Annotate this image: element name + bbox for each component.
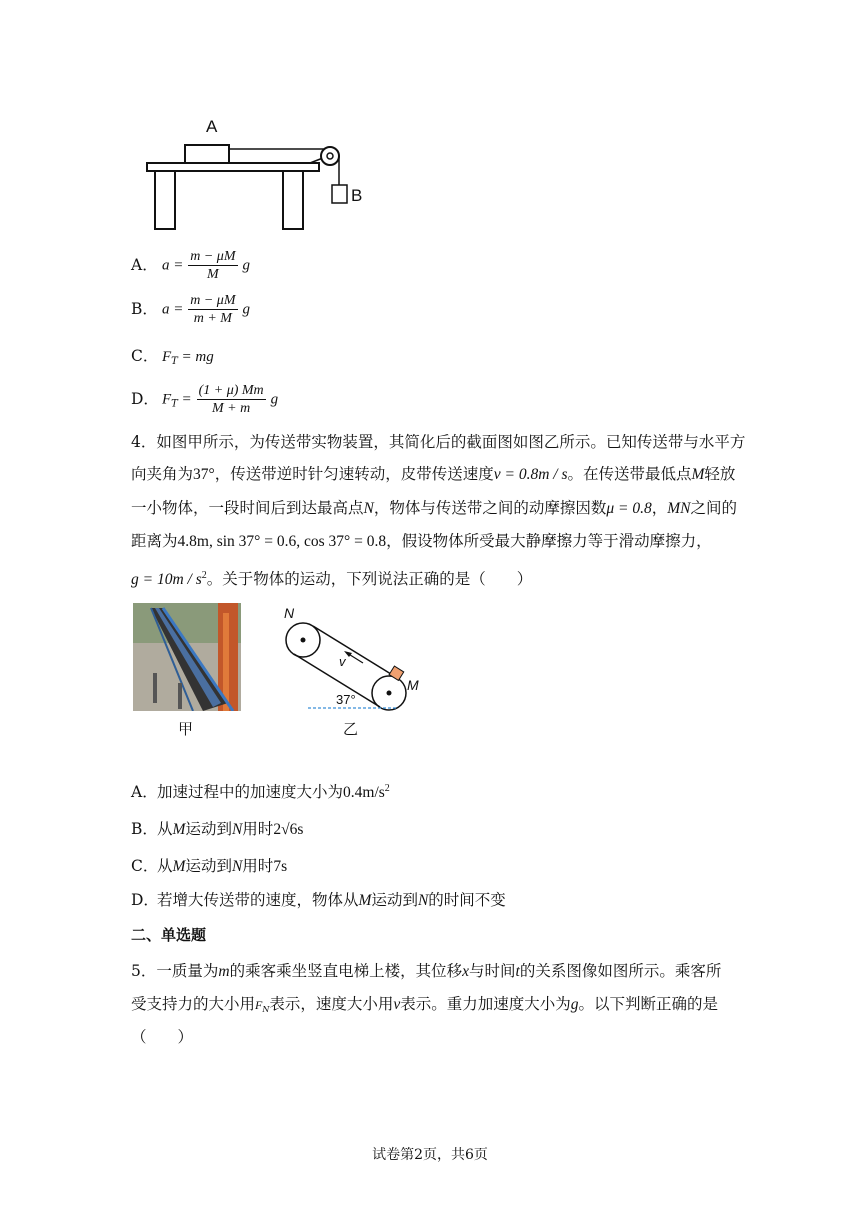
option-label: C．	[131, 857, 159, 875]
text: 用时	[242, 820, 274, 838]
exponent: 2	[384, 783, 390, 794]
denominator: M	[207, 267, 219, 282]
angle-value: 37°	[193, 466, 215, 483]
q4-option-a	[131, 780, 390, 802]
text: 轻放	[704, 465, 736, 483]
math-tail: g	[242, 257, 250, 274]
text: 加速过程中的加速度大小为	[157, 783, 344, 801]
value: 7s	[273, 858, 288, 875]
text: ，物体与传送带之间的动摩擦因数	[373, 499, 607, 517]
text: ，	[651, 499, 668, 517]
distance-value: 4.8m, sin 37° = 0.6, cos 37° = 0.8	[177, 533, 387, 550]
denominator: m + M	[193, 311, 232, 326]
numerator: (1 + μ) Mm	[198, 383, 264, 398]
q5-line-2	[131, 992, 718, 1014]
math-lhs: F	[161, 391, 172, 408]
numerator: m − μM	[190, 249, 236, 264]
q4-option-c	[131, 854, 287, 876]
math-lhs: a =	[161, 301, 184, 318]
q4-line-3	[131, 496, 737, 518]
label-v: v	[339, 654, 346, 669]
fraction	[197, 382, 266, 417]
text: ，假设物体所受最大静摩擦力等于滑动摩擦力，	[386, 532, 712, 550]
math-tail: g	[270, 391, 279, 408]
point-m: M	[358, 892, 372, 909]
text: 受支持力的大小用	[131, 995, 256, 1013]
text: 之间的	[690, 499, 738, 517]
text: 向夹角为	[131, 465, 194, 483]
speed-value: v = 0.8m / s	[493, 466, 568, 483]
q3-option-c	[131, 344, 214, 367]
var-m: m	[218, 963, 230, 980]
text: 的乘客乘坐竖直电梯上楼，其位移	[229, 962, 463, 980]
text: 的时间不变	[428, 891, 506, 909]
q3-option-b	[131, 292, 250, 327]
q4-option-b	[131, 817, 303, 839]
text: 。在传送带最低点	[567, 465, 692, 483]
math-sub: T	[171, 356, 178, 367]
point-n: N	[417, 892, 429, 909]
value: 2√6s	[273, 821, 304, 838]
q3-option-a	[131, 248, 250, 283]
math-rhs: = mg	[177, 349, 214, 365]
roller-n-axle	[301, 638, 306, 643]
g-exponent: 2	[201, 570, 207, 581]
option-label: D．	[131, 891, 159, 909]
table-pulley-figure	[140, 112, 380, 234]
var-fn: F	[255, 998, 263, 1012]
text: 运动到	[185, 820, 232, 838]
var-x: x	[462, 963, 469, 980]
text: 。关于物体的运动，下列说法正确的是（ ）	[206, 570, 533, 588]
math-lhs: a =	[161, 257, 184, 274]
math-eq: =	[177, 391, 192, 408]
option-label: D．	[131, 389, 159, 408]
segment-mn: MN	[667, 500, 691, 517]
g-value: g = 10m / s	[131, 571, 202, 588]
math-lhs: F	[161, 349, 172, 365]
value: 0.4m/s	[343, 784, 385, 801]
text: 表示。重力加速度大小为	[400, 995, 571, 1013]
fraction	[188, 248, 237, 283]
pulley-axle	[327, 153, 333, 159]
text: 表示，速度大小用	[269, 995, 394, 1013]
text: ，传送带逆时针匀速转动，皮带传送速度	[214, 465, 494, 483]
text: 与时间	[468, 962, 516, 980]
var-v: v	[393, 996, 401, 1013]
point-m: M	[172, 858, 186, 875]
label-b: B	[351, 186, 363, 205]
point-m: M	[691, 466, 705, 483]
table-leg-left	[155, 171, 175, 229]
q4-line-4	[131, 529, 712, 551]
conveyor-diagram	[278, 606, 428, 712]
q4-option-d	[131, 888, 506, 910]
text: 。以下判断正确的是	[578, 995, 719, 1013]
label-n: N	[284, 606, 295, 621]
block-b	[332, 185, 347, 203]
text: 从	[157, 857, 173, 875]
caption-yi: 乙	[343, 720, 359, 738]
text: 若增大传送带的速度，物体从	[157, 891, 359, 909]
var-fn-sub: N	[262, 1005, 270, 1014]
section-heading: 二、单选题	[131, 926, 207, 944]
text: 用时	[242, 857, 274, 875]
page-footer: 试卷第2页，共6页	[372, 1147, 488, 1163]
option-label: B．	[131, 820, 158, 838]
belt-top	[313, 626, 399, 679]
table-top	[147, 163, 319, 171]
option-label: A．	[131, 783, 158, 801]
point-m: M	[172, 821, 186, 838]
label-angle: 37°	[336, 692, 356, 707]
var-g: g	[570, 996, 579, 1013]
fraction	[188, 292, 237, 327]
text: 距离为	[131, 532, 178, 550]
mu-value: μ = 0.8	[606, 500, 652, 517]
numerator: m − μM	[190, 293, 236, 308]
option-label: B．	[131, 299, 158, 318]
q5-line-1	[131, 959, 721, 981]
text: 运动到	[371, 891, 418, 909]
text: 的关系图像如图所示。乘客所	[519, 962, 722, 980]
q3-option-d	[131, 382, 278, 417]
text: 一小物体，一段时间后到达最高点	[131, 499, 364, 517]
roller-m-axle	[387, 691, 392, 696]
option-label: C．	[131, 347, 159, 365]
math-tail: g	[242, 301, 250, 318]
label-m: M	[407, 677, 419, 693]
q4-line-1: 4．如图甲所示，为传送带实物装置，其简化后的截面图如图乙所示。已知传送带与水平方	[131, 433, 746, 451]
point-n: N	[363, 500, 374, 517]
point-n: N	[231, 821, 243, 838]
table-leg-right	[283, 171, 303, 229]
q5-line-3: （ ）	[131, 1028, 194, 1046]
option-label: A．	[131, 255, 158, 274]
text: 5．一质量为	[131, 962, 219, 980]
caption-jia: 甲	[178, 720, 194, 738]
text: 运动到	[185, 857, 232, 875]
denominator: M + m	[212, 401, 251, 416]
q4-line-5	[131, 567, 532, 589]
label-a: A	[206, 117, 218, 136]
text: 从	[157, 820, 173, 838]
q4-line-2	[131, 462, 735, 484]
block-a	[185, 145, 229, 163]
var-t: t	[515, 963, 520, 980]
math-sub: T	[171, 398, 178, 410]
point-n: N	[231, 858, 243, 875]
conveyor-photo	[133, 603, 241, 711]
